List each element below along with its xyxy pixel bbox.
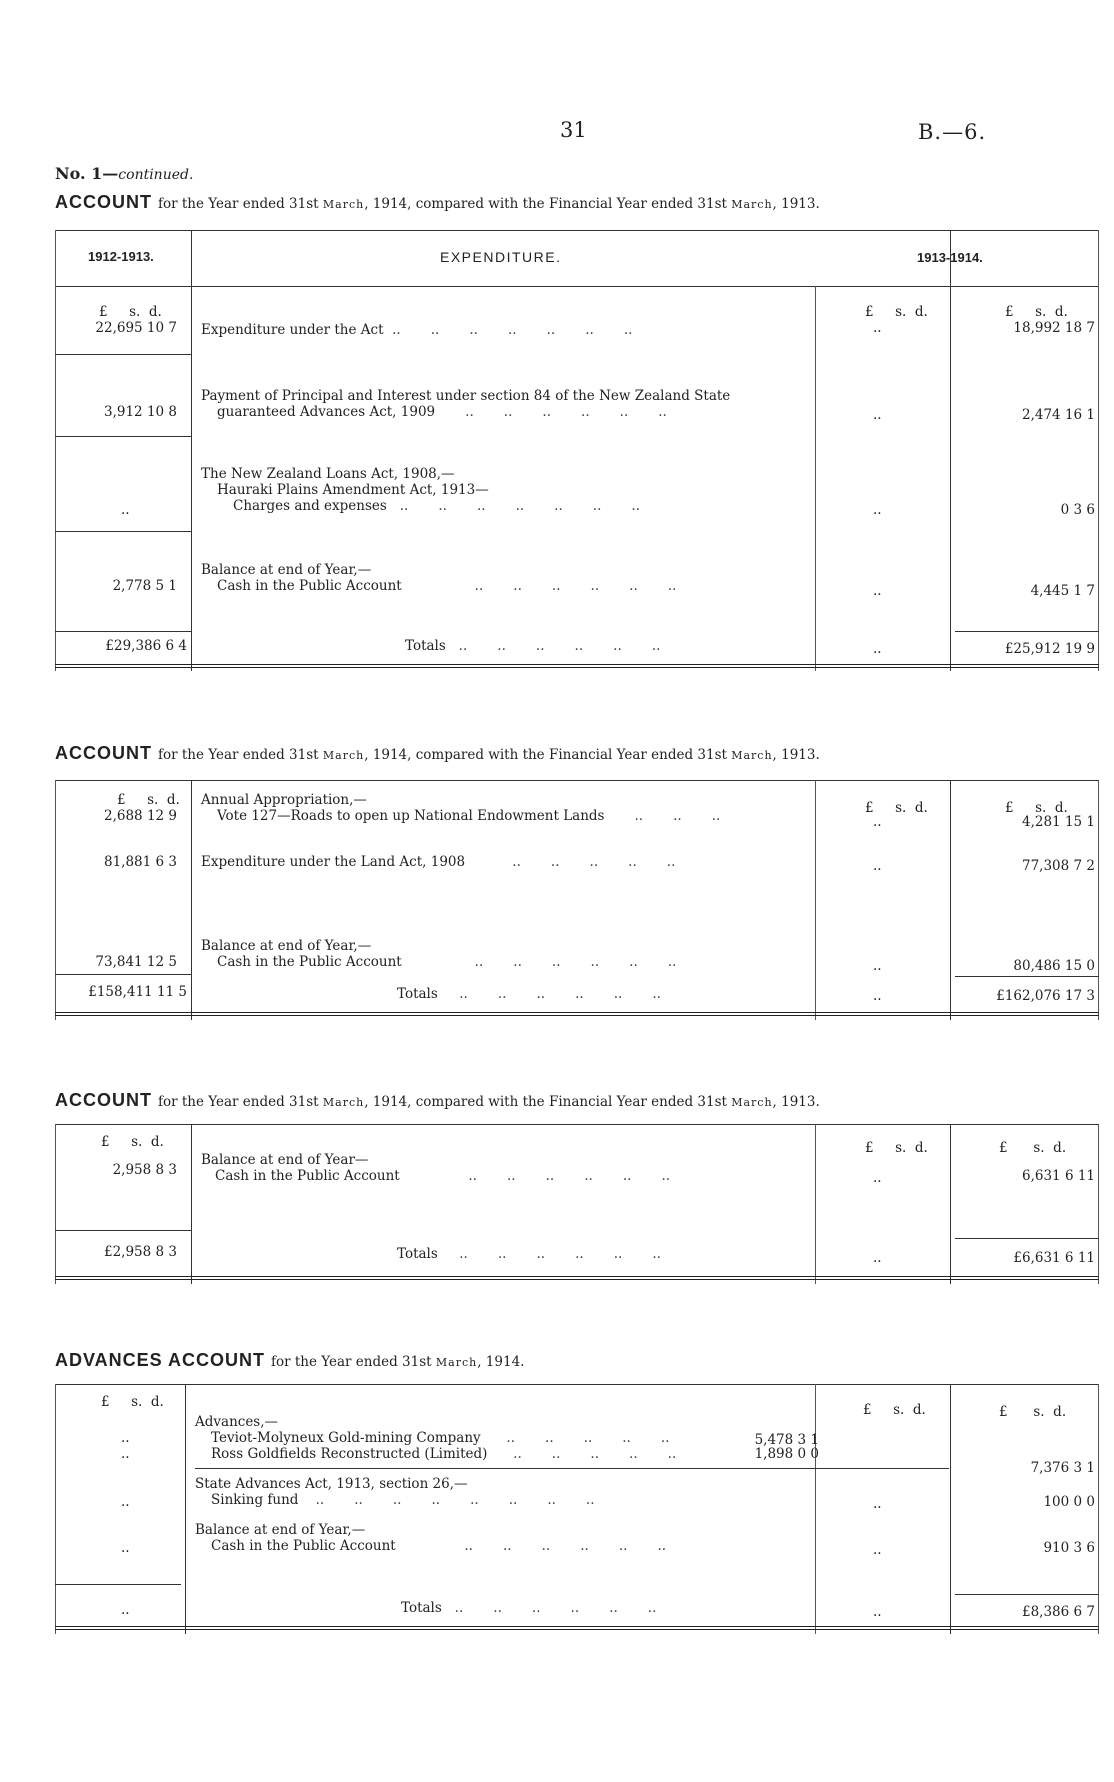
account-2-table: [55, 776, 1099, 1032]
page-number: 31: [560, 118, 587, 142]
row-prev-value: 2,688 12 9: [104, 808, 177, 824]
row-sub-value: ..: [873, 502, 882, 518]
row-sub-value: ..: [873, 958, 882, 974]
advances-label: Advances,—: [195, 1414, 279, 1430]
account-1-title-text-c: , 1913.: [772, 196, 820, 212]
row-prev-value: ..: [121, 1446, 130, 1462]
currency-header-total: £ s. d.: [999, 1404, 1067, 1420]
account-4-title-text-c: , 1914.: [477, 1354, 525, 1370]
section-label: [55, 164, 193, 183]
currency-header-total: £ s. d.: [1005, 304, 1068, 320]
row-prev-value: ..: [121, 1494, 130, 1510]
row-total-value: 80,486 15 0: [1013, 958, 1095, 974]
account-3-title-text-c: , 1913.: [772, 1094, 820, 1110]
row-description: Expenditure under the Act .. .. .. .. .. .. ..: [201, 322, 633, 338]
row-sub-value: ..: [873, 583, 882, 599]
totals-label: Totals .. .. .. .. .. ..: [397, 986, 661, 1002]
row-total-value: 77,308 7 2: [1022, 858, 1095, 874]
row-description: Ross Goldfields Reconstructed (Limited) .. .. .. .. ..: [211, 1446, 677, 1462]
currency-header-sub: £ s. d.: [865, 304, 928, 320]
currency-header-total: £ s. d.: [999, 1140, 1067, 1156]
header-expenditure: EXPENDITURE.: [440, 249, 562, 265]
row-description: Balance at end of Year,—: [201, 562, 372, 578]
account-2-title-text: for the Year ended 31st: [158, 747, 323, 763]
row-prev-value: 2,958 8 3: [112, 1162, 177, 1178]
row-total-value: 910 3 6: [1043, 1540, 1095, 1556]
row-prev-value: 2,778 5 1: [112, 578, 177, 594]
row-sub-value: ..: [873, 320, 882, 336]
row-total-value: 18,992 18 7: [1013, 320, 1095, 336]
row-description: Balance at end of Year—: [201, 1152, 369, 1168]
currency-header-sub: £ s. d.: [863, 1402, 926, 1418]
row-total-value: 2,474 16 1: [1022, 407, 1095, 423]
row-prev-value: ..: [121, 1540, 130, 1556]
row-description-cont: Vote 127—Roads to open up National Endowment Lands .. .. ..: [217, 808, 721, 824]
currency-header-prev: £ s. d.: [117, 792, 180, 808]
account-4-title-text: for the Year ended 31st: [271, 1354, 436, 1370]
account-1-title: [55, 192, 820, 213]
account-2-title-text-c: , 1913.: [772, 747, 820, 763]
totals-label: Totals .. .. .. .. .. ..: [401, 1600, 657, 1616]
row-description-cont: Charges and expenses .. .. .. .. .. .. ..: [233, 498, 641, 514]
totals-prev-value: £158,411 11 5: [88, 984, 187, 1000]
row-prev-value: ..: [121, 1430, 130, 1446]
totals-total-value: £8,386 6 7: [1022, 1604, 1095, 1620]
account-3-title-month-a: March: [322, 1096, 365, 1109]
account-2-title-text-b: , 1914, compared with the Financial Year ended 31st: [364, 747, 732, 763]
account-1-title-month-b: March: [731, 198, 773, 211]
row-sub-value: ..: [873, 407, 882, 423]
row-total-value: 4,445 1 7: [1030, 583, 1095, 599]
row-sub-value: ..: [873, 1170, 882, 1186]
row-sub-value: ..: [873, 1496, 882, 1512]
currency-header-prev: £ s. d.: [101, 1394, 164, 1410]
row-total-value: 100 0 0: [1043, 1494, 1095, 1510]
row-description-cont: Hauraki Plains Amendment Act, 1913—: [217, 482, 489, 498]
account-4-title: [55, 1350, 524, 1371]
row-prev-value: 81,881 6 3: [104, 854, 177, 870]
row-sub-value: 1,898 0 0: [754, 1446, 819, 1462]
row-sub-value: ..: [873, 1542, 882, 1558]
header-1912-1913: 1912-1913.: [88, 249, 154, 264]
account-2-title-month-b: March: [731, 749, 773, 762]
row-description-cont: Cash in the Public Account .. .. .. .. .. ..: [217, 578, 677, 594]
currency-header-total: £ s. d.: [1005, 800, 1068, 816]
row-description: Teviot-Molyneux Gold-mining Company .. .. .. .. ..: [211, 1430, 670, 1446]
row-description: State Advances Act, 1913, section 26,—: [195, 1476, 468, 1492]
account-2-title-month-a: March: [322, 749, 365, 762]
row-total-value: 0 3 6: [1060, 502, 1095, 518]
account-1-title-text: for the Year ended 31st: [158, 196, 323, 212]
totals-prev-value: £29,386 6 4: [105, 638, 187, 654]
totals-prev-value: ..: [121, 1602, 130, 1618]
row-description-cont: Sinking fund .. .. .. .. .. .. .. ..: [211, 1492, 595, 1508]
header-1913-1914: 1913-1914.: [917, 250, 983, 265]
account-3-title-word: ACCOUNT: [55, 1090, 152, 1110]
account-4-title-month: March: [435, 1356, 478, 1369]
totals-total-value: £25,912 19 9: [1004, 641, 1095, 657]
account-3-title-text-b: , 1914, compared with the Financial Year ended 31st: [364, 1094, 732, 1110]
row-description-cont: Cash in the Public Account .. .. .. .. .. ..: [215, 1168, 671, 1184]
row-description-cont: guaranteed Advances Act, 1909 .. .. .. .. .. ..: [217, 404, 667, 420]
section-number: No. 1—: [55, 164, 119, 183]
row-prev-value: 73,841 12 5: [95, 954, 177, 970]
totals-sub-value: ..: [873, 1604, 882, 1620]
row-total-value: 6,631 6 11: [1022, 1168, 1095, 1184]
account-4-table: [55, 1376, 1099, 1642]
row-description: Annual Appropriation,—: [201, 792, 367, 808]
row-total-value: 4,281 15 1: [1022, 814, 1095, 830]
account-1-table: [55, 226, 1099, 678]
currency-header-prev: £ s. d.: [99, 304, 162, 320]
totals-prev-value: £2,958 8 3: [104, 1244, 177, 1260]
row-description: Balance at end of Year,—: [201, 938, 372, 954]
account-3-title: [55, 1090, 820, 1111]
totals-label: Totals .. .. .. .. .. ..: [405, 638, 661, 654]
row-prev-value: ..: [121, 502, 130, 518]
row-sub-value: ..: [873, 814, 882, 830]
totals-sub-value: ..: [873, 641, 882, 657]
account-3-table: [55, 1118, 1099, 1296]
row-prev-value: 22,695 10 7: [95, 320, 177, 336]
row-prev-value: 3,912 10 8: [104, 404, 177, 420]
row-description: Payment of Principal and Interest under section 84 of the New Zealand State: [201, 388, 731, 404]
currency-header-sub: £ s. d.: [865, 1140, 928, 1156]
totals-sub-value: ..: [873, 988, 882, 1004]
row-sub-value: ..: [873, 858, 882, 874]
totals-total-value: £162,076 17 3: [996, 988, 1095, 1004]
row-sub-value: 5,478 3 1: [754, 1432, 819, 1448]
account-3-title-text: for the Year ended 31st: [158, 1094, 323, 1110]
account-2-title: [55, 743, 820, 764]
document-code: B.—6.: [918, 120, 987, 144]
account-4-title-word: ADVANCES ACCOUNT: [55, 1350, 266, 1370]
row-description-cont: Cash in the Public Account .. .. .. .. .. ..: [217, 954, 677, 970]
row-description-cont: Cash in the Public Account .. .. .. .. .. ..: [211, 1538, 667, 1554]
totals-sub-value: ..: [873, 1250, 882, 1266]
currency-header-prev: £ s. d.: [101, 1134, 164, 1150]
row-description: Balance at end of Year,—: [195, 1522, 366, 1538]
advances-total-value: 7,376 3 1: [1030, 1460, 1095, 1476]
account-1-title-word: ACCOUNT: [55, 192, 152, 212]
totals-label: Totals .. .. .. .. .. ..: [397, 1246, 661, 1262]
row-description: The New Zealand Loans Act, 1908,—: [201, 466, 455, 482]
currency-header-sub: £ s. d.: [865, 800, 928, 816]
row-description: Expenditure under the Land Act, 1908 .. .. .. .. ..: [201, 854, 676, 870]
totals-total-value: £6,631 6 11: [1013, 1250, 1095, 1266]
account-1-title-text-b: , 1914, compared with the Financial Year ended 31st: [364, 196, 732, 212]
account-2-title-word: ACCOUNT: [55, 743, 152, 763]
continued-label: continued.: [118, 167, 194, 183]
account-1-title-month-a: March: [322, 198, 365, 211]
account-3-title-month-b: March: [731, 1096, 773, 1109]
